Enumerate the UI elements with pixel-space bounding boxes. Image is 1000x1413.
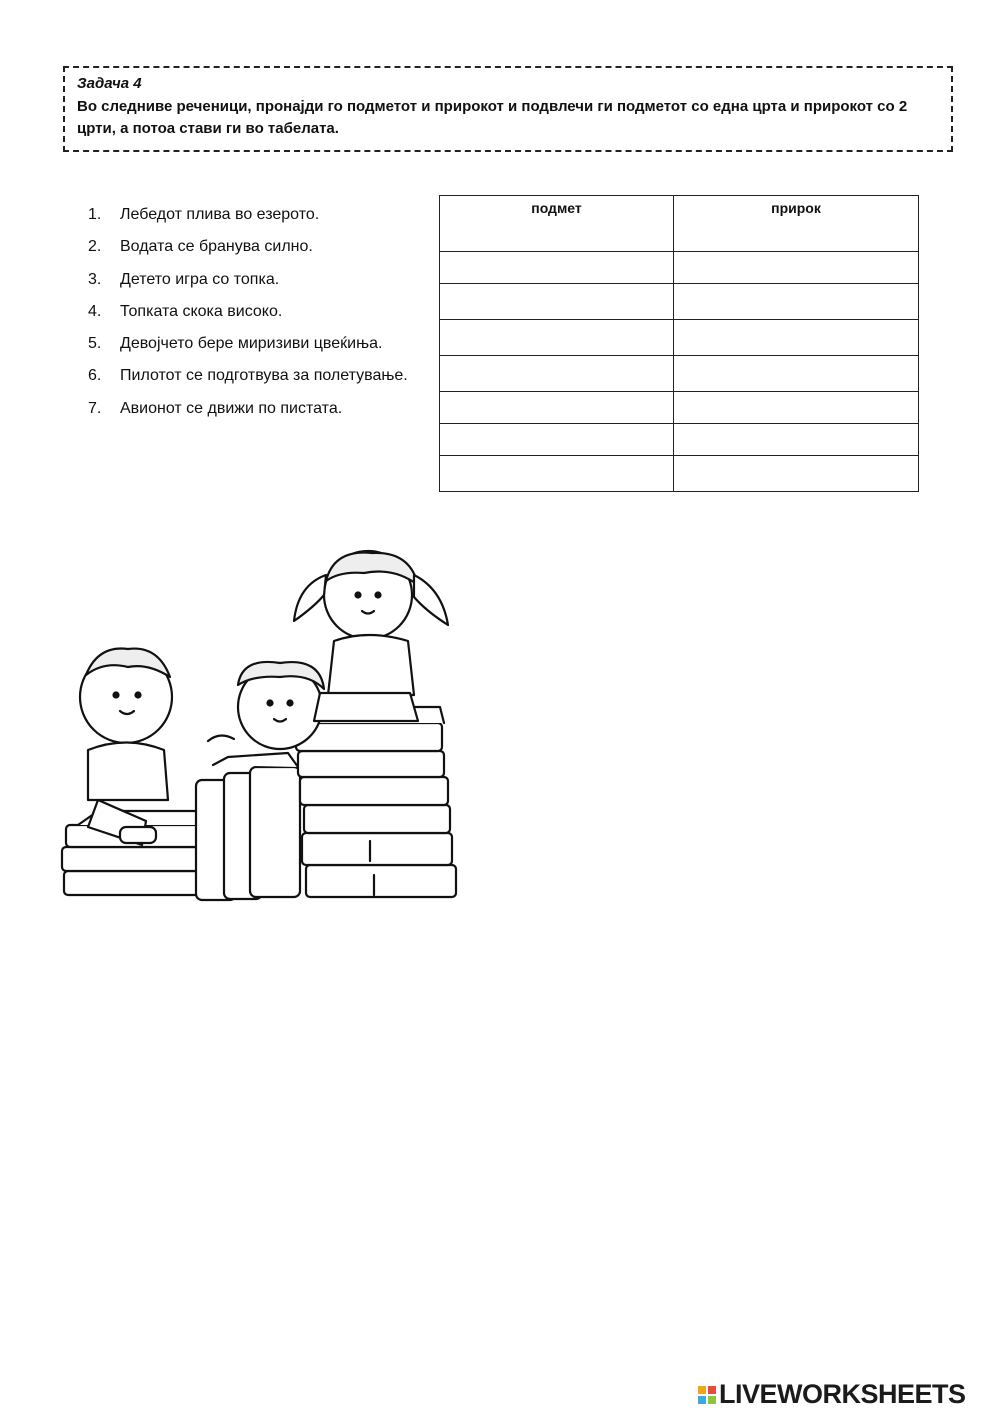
- item-number: 4.: [88, 302, 102, 320]
- sentence-text: Пилотот се подготвува за полетување.: [120, 367, 408, 385]
- predicate-answer-cell[interactable]: [674, 320, 919, 356]
- sentence-text: Авионот се движи по пистата.: [120, 399, 343, 417]
- item-number: 2.: [88, 238, 102, 256]
- children-on-books-illustration: [58, 545, 468, 910]
- predicate-answer-cell[interactable]: [674, 284, 919, 320]
- boy-middle: [208, 662, 324, 749]
- item-number: 7.: [88, 399, 102, 417]
- predicate-answer-cell[interactable]: [674, 456, 919, 492]
- list-item: [88, 204, 408, 236]
- column-header-subject: подмет: [440, 196, 674, 252]
- table-row: [440, 356, 919, 392]
- right-book-stack: [296, 707, 456, 897]
- table-row: [440, 456, 919, 492]
- subject-answer-cell[interactable]: [440, 284, 674, 320]
- table-row: [440, 320, 919, 356]
- column-header-predicate: прирок: [674, 196, 919, 252]
- sentence-text: Водата се бранува силно.: [120, 238, 313, 256]
- item-number: 6.: [88, 367, 102, 385]
- sentence-list: [88, 204, 408, 430]
- sentence-text: Лебедот плива во езерото.: [120, 206, 320, 223]
- task-title: Задача 4: [77, 75, 142, 92]
- item-number: 3.: [88, 270, 102, 288]
- table-row: [440, 392, 919, 424]
- predicate-answer-cell[interactable]: [674, 252, 919, 284]
- list-item: [88, 236, 408, 268]
- table-row: [440, 284, 919, 320]
- list-item: [88, 333, 408, 365]
- list-item: [88, 301, 408, 333]
- sentence-text: Девојчето бере миризиви цвеќиња.: [120, 335, 383, 353]
- subject-answer-cell[interactable]: [440, 392, 674, 424]
- task-instruction: Во следниве реченици, пронајди го подметот и прирокот и подвлечи ги подметот со една црта и прирокот со 2 црти, а потоа стави ги во табелата.: [77, 98, 908, 137]
- task-box: [63, 66, 953, 152]
- logo-text: LIVEWORKSHEETS: [719, 1379, 966, 1409]
- subject-answer-cell[interactable]: [440, 320, 674, 356]
- predicate-answer-cell[interactable]: [674, 356, 919, 392]
- list-item: [88, 269, 408, 301]
- table-header-row: [440, 196, 919, 252]
- logo-squares-icon: [698, 1386, 716, 1404]
- sentence-text: Детето игра со топка.: [120, 270, 280, 288]
- list-item: [88, 398, 408, 430]
- subject-answer-cell[interactable]: [440, 456, 674, 492]
- middle-books: [196, 753, 300, 900]
- table-row: [440, 252, 919, 284]
- list-item: [88, 365, 408, 397]
- predicate-answer-cell[interactable]: [674, 392, 919, 424]
- answer-table: [439, 195, 919, 492]
- liveworksheets-logo: [698, 1379, 966, 1410]
- table-row: [440, 424, 919, 456]
- sentence-text: Топката скока високо.: [120, 302, 283, 320]
- item-number: 1.: [88, 206, 102, 223]
- subject-answer-cell[interactable]: [440, 424, 674, 456]
- item-number: 5.: [88, 335, 102, 353]
- subject-answer-cell[interactable]: [440, 252, 674, 284]
- predicate-answer-cell[interactable]: [674, 424, 919, 456]
- subject-answer-cell[interactable]: [440, 356, 674, 392]
